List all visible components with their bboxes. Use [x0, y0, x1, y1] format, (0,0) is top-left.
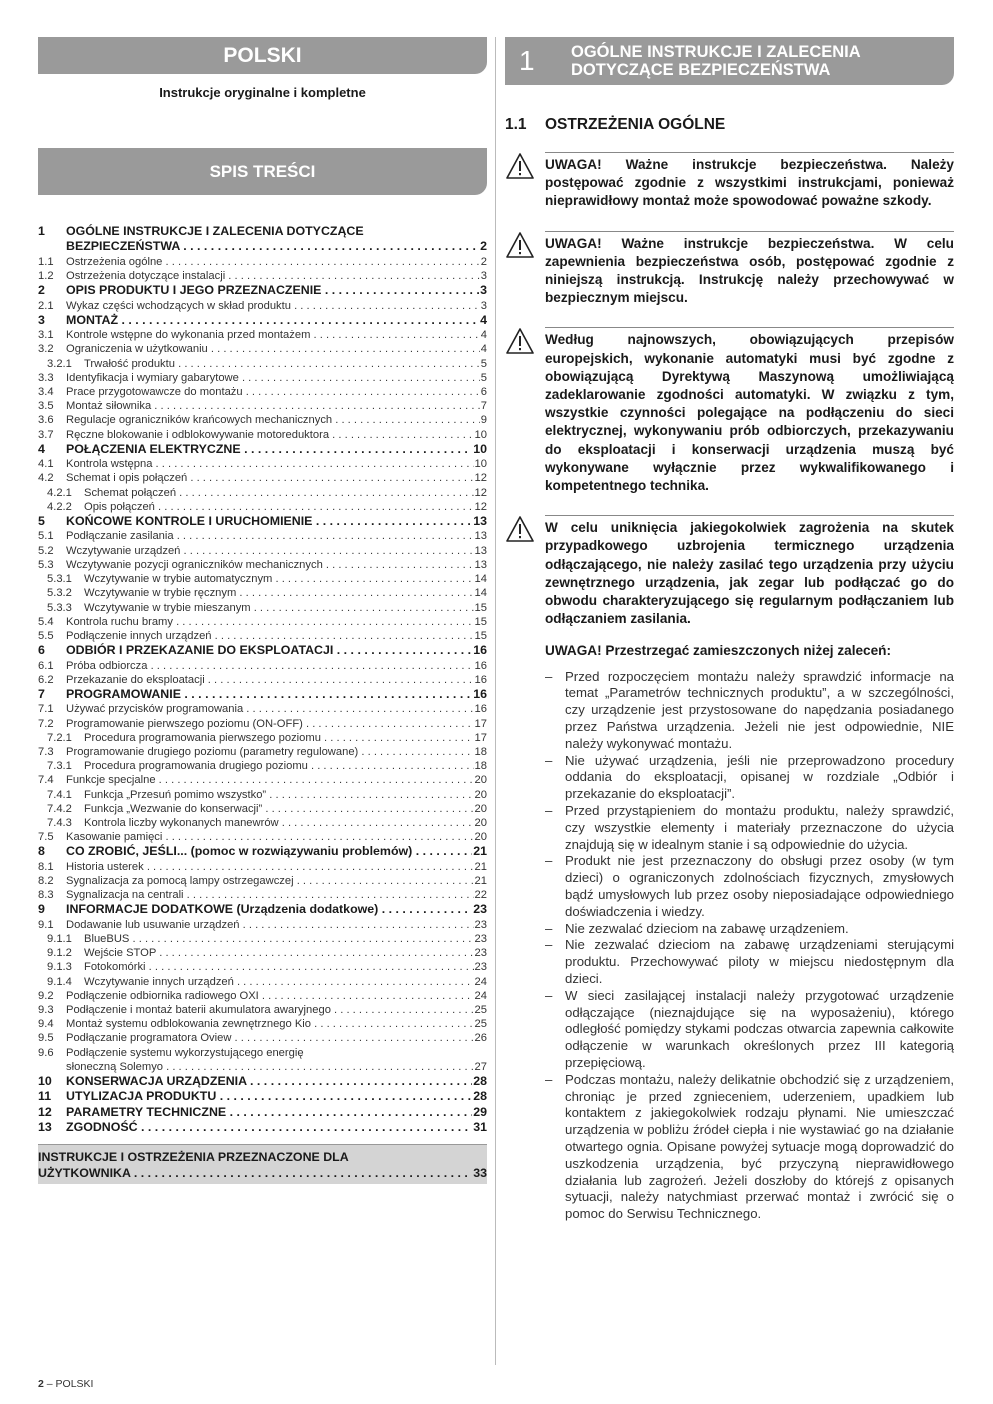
toc-entry[interactable]	[38, 514, 487, 529]
toc-entry[interactable]	[38, 960, 487, 974]
toc-entry-title: Próba odbiorcza . . .	[66, 659, 474, 673]
toc-entry-number: 9.2	[38, 989, 54, 1002]
toc-entry-title: CO ZROBIĆ, JEŚLI... (pomoc w rozwiązywaniu problemów) . . .	[66, 844, 472, 859]
toc-entry-title: Kasowanie pamięci . . .	[66, 830, 474, 844]
toc-entry-page: 24	[474, 989, 487, 1002]
toc-entry[interactable]	[38, 328, 487, 342]
toc-entry-page: 27	[474, 1060, 487, 1073]
toc-entry-page: 20	[474, 774, 487, 787]
toc-entry-number: 5.3	[38, 558, 54, 571]
toc-entry-page: 12	[474, 500, 487, 513]
toc-entry-title: Ostrzeżenia dotyczące instalacji . . .	[66, 269, 480, 283]
toc-entry-page: 22	[474, 889, 487, 902]
toc-entry[interactable]	[38, 773, 487, 787]
toc-entry-number: 3.4	[38, 386, 54, 399]
warning-triangle-icon	[505, 327, 545, 495]
toc-entry-number: 3	[38, 312, 45, 327]
toc-entry-number: 10	[38, 1074, 52, 1089]
toc-entry[interactable]	[38, 558, 487, 572]
toc-entry[interactable]	[38, 932, 487, 946]
toc-entry-page: 4	[480, 312, 487, 327]
toc-entry-number: 7.4.2	[47, 802, 72, 815]
toc-entry[interactable]	[38, 717, 487, 731]
table-of-contents	[38, 224, 487, 1136]
toc-entry-page: 3	[480, 299, 487, 312]
toc-user-line2: UŻYTKOWNIKA . . . 33	[38, 1165, 487, 1181]
toc-entry[interactable]	[38, 1046, 487, 1060]
toc-entry-title: Schemat połączeń . . .	[84, 486, 474, 500]
toc-entry[interactable]	[38, 702, 487, 716]
toc-entry-page: 14	[474, 573, 487, 586]
toc-entry[interactable]	[38, 442, 487, 457]
toc-entry-page: 23	[474, 947, 487, 960]
toc-entry-page: 25	[474, 1004, 487, 1016]
toc-entry[interactable]	[38, 342, 487, 356]
toc-entry-page: 13	[474, 558, 487, 571]
toc-entry-number: 11	[38, 1089, 52, 1104]
toc-entry-title: Procedura programowania drugiego poziomu . . .	[84, 759, 474, 773]
toc-entry[interactable]	[38, 946, 487, 960]
toc-entry-title: KONSERWACJA URZĄDZENIA . . .	[66, 1074, 472, 1089]
toc-entry-number: 4.2.2	[47, 500, 72, 513]
toc-entry[interactable]	[38, 471, 487, 485]
toc-entry-number: 4.2.1	[47, 486, 72, 499]
toc-entry-title: Ostrzeżenia ogólne . . .	[66, 255, 480, 269]
toc-entry-number: 5.2	[38, 544, 54, 557]
subsection-title: OSTRZEŻENIA OGÓLNE	[545, 116, 726, 133]
toc-entry-number: 9.3	[38, 1004, 54, 1016]
toc-entry-title: POŁĄCZENIA ELEKTRYCZNE . . .	[66, 442, 472, 457]
toc-entry-page: 16	[474, 659, 487, 672]
toc-entry-page: 23	[474, 918, 487, 931]
toc-entry[interactable]	[38, 860, 487, 874]
toc-entry-page: 4	[480, 343, 487, 356]
toc-entry-number: 7	[38, 686, 45, 701]
toc-entry[interactable]	[38, 759, 487, 773]
toc-entry-title: Funkcje specjalne . . .	[66, 773, 474, 787]
toc-entry[interactable]	[38, 529, 487, 543]
toc-entry-title: Trwałość produktu . . .	[84, 357, 480, 371]
toc-entry-title: Podłączanie zasilania . . .	[66, 529, 474, 543]
toc-entry-number: 3.6	[38, 414, 54, 427]
section-title: OGÓLNE INSTRUKCJE I ZALECENIA DOTYCZĄCE BEZPIECZEŃSTWA	[571, 43, 861, 79]
toc-entry[interactable]	[38, 643, 487, 658]
toc-entry-page: 23	[473, 902, 487, 917]
toc-entry-page: 17	[474, 731, 487, 744]
toc-entry-page: 16	[473, 686, 487, 701]
toc-entry-title: Kontrola liczby wykonanych manewrów . . .	[84, 816, 474, 830]
toc-entry[interactable]	[38, 1120, 487, 1135]
recommendation-item: – Nie używać urządzenia, jeśli nie przeprowadzono procedury oddania do eksploatacji, opisanej w rozdziale „Odbiór i przekazanie do eksploatacji”.	[545, 753, 954, 803]
toc-entry-number: 9.6	[38, 1046, 54, 1059]
toc-entry-page: 6	[480, 386, 487, 399]
toc-entry-page: 14	[474, 587, 487, 600]
toc-entry-number: 9.1.1	[47, 932, 72, 945]
toc-entry-number: 7.1	[38, 703, 54, 716]
toc-entry-number: 9.1.2	[47, 947, 72, 960]
warning-text: W celu uniknięcia jakiegokolwiek zagrożenia na skutek przypadkowego uzbrojenia termicznego urządzenia odłączającego, nie należy zasilać tego urządzenia przy użyciu zewnętrznego urządzenia, jak zegar lub podłączać go do obwodu charakteryzującego się regularnym podłączaniem lub odłączaniem zasilania.	[545, 515, 954, 628]
recommendation-item: – Przed rozpoczęciem montażu należy sprawdzić informacje na temat „Parametrów technicznych produktu”, a w szczególności, czy urządzenie jest przystosowane do napędzania posiadanego przez Państwa urządzenia. Jeżeli nie jest odpowiednie, NIE należy wykonywać montażu.	[545, 669, 954, 753]
column-divider	[495, 37, 496, 1365]
toc-entry-page: 13	[473, 514, 487, 529]
toc-entry[interactable]	[38, 975, 487, 989]
toc-entry-title: PARAMETRY TECHNICZNE . . .	[66, 1105, 472, 1120]
toc-entry-number: 5.3.3	[47, 601, 72, 614]
toc-entry[interactable]	[38, 255, 487, 269]
toc-entry-number: 9.1	[38, 918, 54, 931]
toc-entry-number: 12	[38, 1104, 52, 1119]
toc-entry-title: Wczytywanie w trybie automatycznym . . .	[84, 572, 474, 586]
toc-entry[interactable]	[38, 371, 487, 385]
toc-entry-number: 2.1	[38, 299, 54, 312]
toc-entry-title: Wczytywanie w trybie mieszanym . . .	[84, 601, 474, 615]
toc-entry-page: 10	[474, 458, 487, 471]
toc-entry-page: 21	[474, 874, 487, 887]
toc-entry-title: Wykaz części wchodzących w skład produktu . . .	[66, 299, 480, 313]
subsection-number: 1.1	[505, 116, 527, 133]
toc-entry-page: 20	[474, 816, 487, 829]
toc-entry-page: 18	[474, 760, 487, 773]
toc-entry-number: 4	[38, 441, 45, 456]
toc-entry-title: PROGRAMOWANIE . . .	[66, 687, 472, 702]
toc-entry-number: 5.1	[38, 530, 54, 543]
toc-entry-page: 16	[474, 673, 487, 686]
toc-entry[interactable]	[38, 428, 487, 442]
toc-entry-number: 1.2	[38, 270, 54, 283]
toc-entry-number: 5	[38, 514, 45, 529]
page-language: – POLSKI	[43, 1378, 94, 1390]
toc-entry-title: Fotokomórki . . .	[84, 960, 474, 974]
toc-entry-number: 13	[38, 1120, 52, 1135]
toc-entry-title: Montaż siłownika . . .	[66, 399, 480, 413]
warning-triangle-icon	[505, 231, 545, 308]
toc-entry-page: 15	[474, 615, 487, 628]
toc-entry[interactable]	[38, 844, 487, 859]
toc-entry-page: 7	[480, 400, 487, 413]
toc-entry-title: Sygnalizacja na centrali . . .	[66, 888, 474, 902]
toc-entry-title: Wczytywanie innych urządzeń . . .	[84, 975, 474, 989]
toc-entry-number: 8	[38, 844, 45, 859]
toc-entry-page: 28	[473, 1089, 487, 1104]
warning-block	[505, 515, 954, 628]
toc-entry-title: KOŃCOWE KONTROLE I URUCHOMIENIE . . .	[66, 514, 472, 529]
recommendation-item: – Produkt nie jest przeznaczony do obsługi przez osoby (w tym dzieci) o ograniczonych zdolnościach fizycznych, zmysłowych bądź umysłowych lub przez osoby nieposiadające odpowiedniego doświadczenia i wiedzy.	[545, 853, 954, 920]
toc-entry[interactable]	[38, 802, 487, 816]
toc-entry-title: INFORMACJE DODATKOWE (Urządzenia dodatkowe) . . .	[66, 902, 472, 917]
toc-entry[interactable]	[38, 385, 487, 399]
language-header: POLSKI	[38, 37, 487, 74]
toc-entry[interactable]	[38, 457, 487, 471]
toc-entry-title: Podłączenie innych urządzeń . . .	[66, 629, 474, 643]
toc-entry-title: Kontrola wstępna . . .	[66, 457, 474, 471]
warning-block	[505, 327, 954, 495]
toc-entry-page: 15	[474, 629, 487, 642]
toc-entry-title: ODBIÓR I PRZEKAZANIE DO EKSPLOATACJI . . .	[66, 643, 472, 658]
toc-entry-number: 5.3.2	[47, 587, 72, 600]
toc-entry-number: 7.5	[38, 831, 54, 844]
toc-entry-number: 3.2.1	[47, 357, 72, 370]
toc-entry-title: Ograniczenia w użytkowaniu . . .	[66, 342, 480, 356]
toc-entry-title: Regulacje ograniczników krańcowych mechanicznych . . .	[66, 413, 480, 427]
toc-entry-number: 1	[38, 224, 45, 238]
toc-entry-number: 7.2.1	[47, 731, 72, 744]
toc-entry[interactable]	[38, 629, 487, 643]
toc-entry-title: Ręczne blokowanie i odblokowywanie motoreduktora . . .	[66, 428, 474, 442]
toc-entry-title: BEZPIECZEŃSTWA . . .	[66, 239, 479, 254]
toc-entry-page: 2	[480, 239, 487, 254]
toc-entry[interactable]	[38, 299, 487, 313]
toc-entry[interactable]	[38, 357, 487, 371]
toc-entry-number: 9.4	[38, 1018, 54, 1031]
toc-entry[interactable]	[38, 816, 487, 830]
toc-entry-title: Montaż systemu odblokowania zewnętrznego Kio . . .	[66, 1017, 474, 1031]
toc-entry-page: 12	[474, 472, 487, 485]
toc-entry[interactable]	[38, 239, 487, 254]
toc-entry-number: 8.1	[38, 860, 54, 873]
toc-entry[interactable]	[38, 1031, 487, 1045]
toc-entry[interactable]	[38, 269, 487, 283]
toc-entry-page: 12	[474, 486, 487, 499]
toc-entry-page: 24	[474, 975, 487, 988]
warning-text: Według najnowszych, obowiązujących przepisów europejskich, wykonanie automatyki musi być zgodne z obowiązującą Dyrektywą Maszynową umożliwiającą zadeklarowanie zgodności automatyki. W związku z tym, wszystkie czynności polegające na podłączeniu do sieci elektrycznej, wykonywaniu prób odbiorczych, przekazywaniu do eksploatacji i konserwacji urządzenia muszą być wykonywane wyłącznie przez wykwalifikowanego i kompetentnego technika.	[545, 327, 954, 495]
page-number: 2	[38, 1378, 44, 1390]
toc-entry[interactable]	[38, 745, 487, 759]
toc-entry-title: Wczytywanie pozycji ograniczników mechanicznych . . .	[66, 558, 474, 572]
right-column	[505, 37, 954, 1223]
toc-entry-number: 8.2	[38, 874, 54, 887]
section-number: 1	[519, 45, 535, 76]
toc-entry-number: 3.7	[38, 428, 54, 441]
toc-entry[interactable]	[38, 544, 487, 558]
toc-entry[interactable]	[38, 888, 487, 902]
toc-entry-page: 29	[473, 1104, 487, 1119]
warnings-list	[505, 152, 954, 628]
warning-triangle-icon	[505, 152, 545, 211]
toc-entry-title: Sygnalizacja za pomocą lampy ostrzegawczej . . .	[66, 874, 474, 888]
toc-entry-number: 2	[38, 283, 45, 298]
uwaga-note: UWAGA! Przestrzegać zamieszczonych niżej zaleceń:	[545, 643, 891, 659]
toc-entry-title: Prace przygotowawcze do montażu . . .	[66, 385, 480, 399]
toc-entry[interactable]	[38, 413, 487, 427]
recommendation-item: – Przed przystąpieniem do montażu produktu, należy sprawdzić, czy wszystkie elementy i materiały przeznaczone do użycia znajdują się w idealnym stanie i są odpowiednie do użycia.	[545, 803, 954, 853]
toc-entry-title: Wczytywanie w trybie ręcznym . . .	[84, 586, 474, 600]
toc-entry[interactable]	[38, 399, 487, 413]
document-subtitle: Instrukcje oryginalne i kompletne	[159, 85, 366, 100]
toc-entry[interactable]	[38, 586, 487, 600]
warning-text: UWAGA! Ważne instrukcje bezpieczeństwa. Należy postępować zgodnie z wszystkimi instrukcjami, ponieważ nieprawidłowy montaż może spowodować poważne szkody.	[545, 152, 954, 211]
toc-entry-title: Podłączenie odbiornika radiowego OXI . . .	[66, 989, 474, 1003]
toc-entry-page: 2	[480, 255, 487, 268]
toc-entry[interactable]	[38, 486, 487, 500]
toc-entry-number: 7.4.1	[47, 788, 72, 801]
page-footer	[38, 1378, 93, 1390]
toc-entry-title: Schemat i opis połączeń . . .	[66, 471, 474, 485]
toc-entry-page: 21	[473, 844, 487, 859]
toc-header: SPIS TREŚCI	[38, 148, 487, 195]
recommendation-item: – W sieci zasilającej instalacji należy przygotować urządzenie odłączające (nieznajdujące się na wyposażeniu), którego odległość pomiędzy stykami podczas otwarcia zapewnia całkowite odłączenie w warunkach określonych przez III kategorią przepięciową.	[545, 988, 954, 1072]
toc-entry-title: Identyfikacja i wymiary gabarytowe . . .	[66, 371, 480, 385]
toc-entry-title: Funkcja „Wezwanie do konserwacji” . . .	[84, 802, 474, 816]
toc-entry[interactable]	[38, 572, 487, 586]
toc-entry-page: 15	[474, 601, 487, 614]
toc-entry[interactable]	[38, 830, 487, 844]
toc-entry-page: 3	[480, 283, 487, 298]
toc-entry-page: 23	[474, 961, 487, 974]
toc-entry-title: Podłączenie i montaż baterii akumulatora awaryjnego . . .	[66, 1003, 474, 1017]
toc-entry-page: 13	[474, 544, 487, 557]
toc-entry[interactable]	[38, 615, 487, 629]
toc-entry-title: Używać przycisków programowania . . .	[66, 702, 474, 716]
toc-entry-title: Programowanie pierwszego poziomu (ON-OFF) . . .	[66, 717, 474, 731]
toc-entry[interactable]	[38, 989, 487, 1003]
toc-entry-page: 16	[473, 643, 487, 658]
toc-entry[interactable]	[38, 500, 487, 514]
toc-entry[interactable]	[38, 874, 487, 888]
toc-entry-number: 9.1.3	[47, 961, 72, 974]
toc-entry[interactable]	[38, 1105, 487, 1120]
toc-entry-title: OPIS PRODUKTU I JEGO PRZEZNACZENIE . . .	[66, 283, 479, 298]
toc-entry-title: Programowanie drugiego poziomu (parametry regulowane) . . .	[66, 745, 474, 759]
toc-entry-number: 1.1	[38, 255, 54, 268]
toc-entry-page: 23	[474, 932, 487, 945]
recommendations-list	[545, 669, 954, 1223]
toc-entry-title: Wczytywanie urządzeń . . .	[66, 544, 474, 558]
toc-entry-title: OGÓLNE INSTRUKCJE I ZALECENIA DOTYCZĄCE	[66, 224, 364, 238]
toc-entry-page: 26	[474, 1032, 487, 1045]
recommendation-item: – Podczas montażu, należy delikatnie obchodzić się z urządzeniem, chroniąc je przed zgnieceniem, uderzeniem, upadkiem lub kontaktem z jakiegokolwiek rodzaju płynami. Nie umieszczać urządzenia w pobliżu źródeł ciepła i nie wystawiać go na działanie otwartego ognia. Opisane powyżej sytuacje mogą doprowadzić do uszkodzenia urządzenia, być przyczyną nieprawidłowego działania lub zagrożeń. Jeżeli doszłoby do którejś z opisanych sytuacji, należy natychmiast przerwać montaż i zwrócić się o pomoc do Serwisu Technicznego.	[545, 1072, 954, 1223]
toc-entry-title: Podłączenie systemu wykorzystującego energię	[66, 1046, 304, 1059]
toc-entry-number: 9.5	[38, 1032, 54, 1045]
toc-entry-title: Przekazanie do eksploatacji . . .	[66, 673, 474, 687]
warning-block	[505, 152, 954, 211]
toc-user-line1: INSTRUKCJE I OSTRZEŻENIA PRZEZNACZONE DLA	[38, 1149, 349, 1164]
toc-entry[interactable]	[38, 1003, 487, 1017]
recommendation-item: – Nie zezwalać dzieciom na zabawę urządzeniem.	[545, 921, 954, 938]
toc-entry-page: 5	[480, 371, 487, 384]
warning-triangle-icon	[505, 515, 545, 628]
toc-entry-number: 3.5	[38, 400, 54, 413]
toc-entry-number: 7.4	[38, 774, 54, 787]
toc-entry-page: 18	[474, 745, 487, 758]
toc-entry-number: 8.3	[38, 889, 54, 902]
toc-entry-number: 7.2	[38, 717, 54, 730]
toc-entry-number: 3.2	[38, 343, 54, 356]
toc-user-section[interactable]	[38, 1144, 487, 1184]
toc-entry-page: 21	[474, 860, 487, 873]
toc-entry-title: Funkcja „Przesuń pomimo wszystko” . . .	[84, 788, 474, 802]
toc-entry-page: 9	[480, 414, 487, 427]
toc-entry-title: słoneczną Solemyo . . .	[66, 1060, 474, 1074]
toc-entry-title: Opis połączeń . . .	[84, 500, 474, 514]
subsection-heading	[505, 116, 954, 134]
toc-entry[interactable]	[38, 224, 487, 239]
toc-entry[interactable]	[38, 788, 487, 802]
toc-entry-number: 4.2	[38, 472, 54, 485]
toc-entry[interactable]	[38, 1017, 487, 1031]
toc-entry[interactable]	[38, 673, 487, 687]
toc-entry-page: 25	[474, 1018, 487, 1031]
toc-entry-number: 5.3.1	[47, 573, 72, 586]
toc-entry-page: 4	[480, 329, 487, 342]
toc-entry[interactable]	[38, 731, 487, 745]
toc-entry[interactable]	[38, 902, 487, 917]
toc-entry-number: 7.4.3	[47, 816, 72, 829]
toc-entry[interactable]	[38, 1074, 487, 1089]
toc-entry[interactable]	[38, 313, 487, 328]
toc-entry-page: 10	[474, 428, 487, 441]
toc-entry-number: 7.3	[38, 745, 54, 758]
toc-entry-number: 6.1	[38, 659, 54, 672]
toc-entry-number: 5.5	[38, 629, 54, 642]
toc-entry-title: Podłączanie programatora Oview . . .	[66, 1031, 474, 1045]
toc-entry[interactable]	[38, 601, 487, 615]
toc-entry-title: BlueBUS . . .	[84, 932, 474, 946]
toc-entry[interactable]	[38, 918, 487, 932]
toc-entry-number: 6.2	[38, 673, 54, 686]
toc-entry[interactable]	[38, 1089, 487, 1104]
toc-entry-number: 3.1	[38, 329, 54, 342]
toc-entry-title: UTYLIZACJA PRODUKTU . . .	[66, 1089, 472, 1104]
left-column	[38, 37, 487, 1184]
toc-entry-title: Wejście STOP . . .	[84, 946, 474, 960]
toc-entry-title: Kontrole wstępne do wykonania przed montażem . . .	[66, 328, 480, 342]
toc-entry-page: 20	[474, 788, 487, 801]
toc-entry[interactable]	[38, 1060, 487, 1074]
toc-entry-title: MONTAŻ . . .	[66, 313, 479, 328]
section-header	[505, 37, 954, 85]
toc-entry-page: 28	[473, 1074, 487, 1089]
toc-entry-number: 9	[38, 902, 45, 917]
toc-entry-page: 17	[474, 717, 487, 730]
toc-entry-page: 13	[474, 530, 487, 543]
toc-entry-page: 31	[473, 1120, 487, 1135]
toc-entry-number: 6	[38, 643, 45, 658]
warning-text: UWAGA! Ważne instrukcje bezpieczeństwa. W celu zapewnienia bezpieczeństwa osób, postępować zgodnie z niniejszą instrukcją. Instrukcję należy przechowywać w bezpiecznym miejscu.	[545, 231, 954, 308]
toc-entry-title: Kontrola ruchu bramy . . .	[66, 615, 474, 629]
toc-entry-page: 10	[473, 441, 487, 456]
toc-entry-title: Dodawanie lub usuwanie urządzeń . . .	[66, 918, 474, 932]
toc-entry-page: 20	[474, 831, 487, 844]
toc-entry-number: 7.3.1	[47, 760, 72, 773]
toc-entry-page: 20	[474, 802, 487, 815]
toc-entry-page: 16	[474, 703, 487, 716]
recommendation-item: – Nie zezwalać dzieciom na zabawę urządzeniami sterującymi produktu. Przechowywać piloty w miejscu niedostępnym dla dzieci.	[545, 937, 954, 987]
toc-entry-title: Historia usterek . . .	[66, 860, 474, 874]
toc-entry[interactable]	[38, 283, 487, 298]
toc-entry-title: Procedura programowania pierwszego poziomu . . .	[84, 731, 474, 745]
toc-entry-number: 9.1.4	[47, 975, 72, 988]
toc-entry-number: 5.4	[38, 615, 54, 628]
toc-entry[interactable]	[38, 659, 487, 673]
warning-block	[505, 231, 954, 308]
toc-entry-page: 3	[480, 270, 487, 283]
toc-entry-title: ZGODNOŚĆ . . .	[66, 1120, 472, 1135]
toc-entry-number: 4.1	[38, 458, 54, 471]
toc-entry-number: 3.3	[38, 371, 54, 384]
toc-entry[interactable]	[38, 687, 487, 702]
toc-entry-page: 5	[480, 357, 487, 370]
